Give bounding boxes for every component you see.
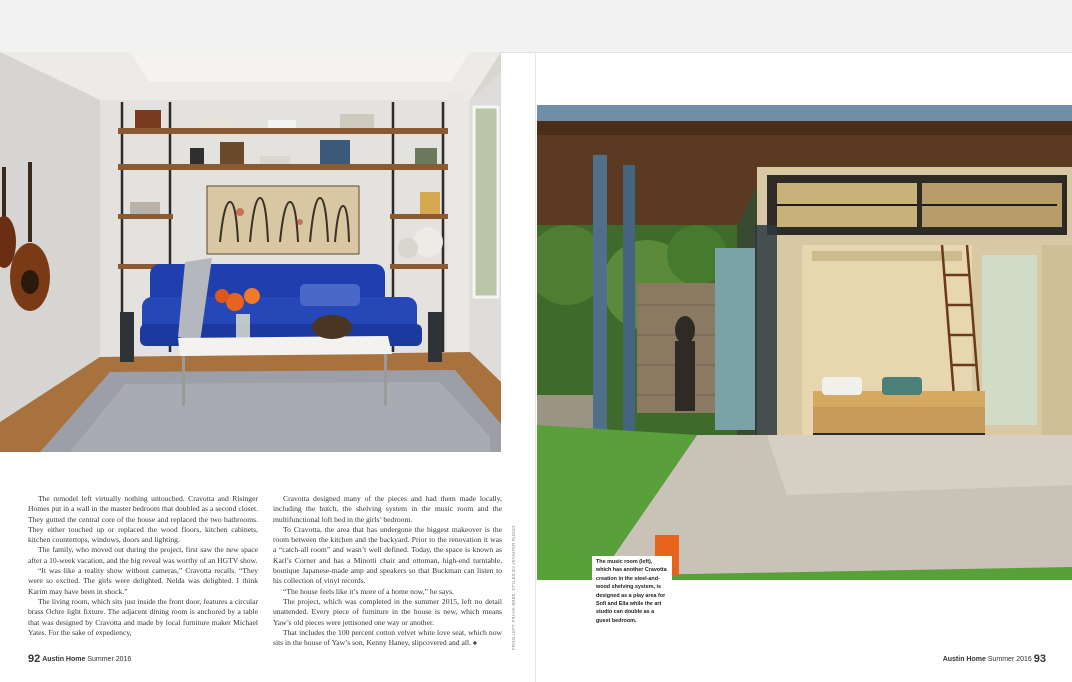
folio-left (28, 653, 131, 665)
living-room-illustration (0, 52, 501, 452)
music-room-photo (537, 105, 1072, 580)
body-column-1 (28, 494, 258, 638)
issue-date: Summer 2016 (87, 656, 132, 663)
body-paragraph: “The house feels like it’s more of a home now,” he says. (283, 586, 454, 596)
body-column-2 (273, 494, 502, 648)
body-paragraph: To Cravotta, the area that has undergone the biggest makeover is the room between the kitchen and the backyard. Prior to the renovation it was a “catch-all room” and wasn’t well defined. Today, the space is known as Karl’s Corner and has a Minotti chair and ottoman, high-end turntable, boutique Japanese-made amp and speakers so that Buckman can listen to his collection of vinyl records. (273, 524, 502, 586)
living-room-photo (0, 52, 501, 452)
body-paragraph: The project, which was completed in the summer 2015, left no detail unattended. Every piece of furniture in the house is new, which means Yaw’s old pieces were jettisoned one way or another. (273, 596, 502, 627)
music-room-illustration (537, 105, 1072, 580)
page-number: 92 (28, 653, 41, 665)
top-margin-bar (0, 0, 1072, 53)
page-gutter (535, 52, 536, 682)
magazine-name: Austin Home (42, 656, 86, 663)
body-paragraph: The remodel left virtually nothing untouched. Cravotta and Risinger Homes put in a wall in the master bedroom that doubled as a second closet. They gutted the central core of the house and replaced the two bathrooms. They either touched up or replaced the wood floors, kitchen cabinets, kitchen countertops, windows, doors and lighting. (28, 494, 258, 545)
body-paragraph: That includes the 100 percent cotton velvet white love seat, which now sits in the house of Yaw’s son, Kenny Haney, slipcovered and all. ♠ (273, 627, 502, 648)
photo-caption: The music room (left), which has another Cravotta creation in the steel-and-wood shelving system, is designed as a play area for Sofi and Ella while the art studio can double as a guest bedroom. (592, 556, 672, 627)
photo-credit: FROM LEFT: FRANK BREE; STYLED BY JENNIFER RUSSO (511, 525, 516, 650)
magazine-name: Austin Home (942, 656, 986, 663)
body-paragraph: The living room, which sits just inside the front door, features a circular brass Ochre light fixture. The adjacent dining room is anchored by a table that was designed by Cravotta and made by local furniture maker Michael Yates. For the sake of expediency, (28, 596, 258, 637)
body-paragraph: The family, who moved out during the project, first saw the new space after a 10-week vacation, and the big reveal was worthy of an HGTV show. (28, 545, 258, 565)
body-paragraph: Cravotta designed many of the pieces and had them made locally, including the hutch, the shelving system in the music room and the multifunctional loft bed in the girls’ bedroom. (273, 494, 502, 524)
body-paragraph: “It was like a reality show without cameras,” Cravotta recalls. “They were so excited. The girls were delighted. Nelda was delighted. I think Karim may have been in shock.” (28, 566, 258, 596)
page-number: 93 (1033, 653, 1046, 665)
issue-date: Summer 2016 (987, 656, 1032, 663)
folio-right (943, 653, 1046, 665)
